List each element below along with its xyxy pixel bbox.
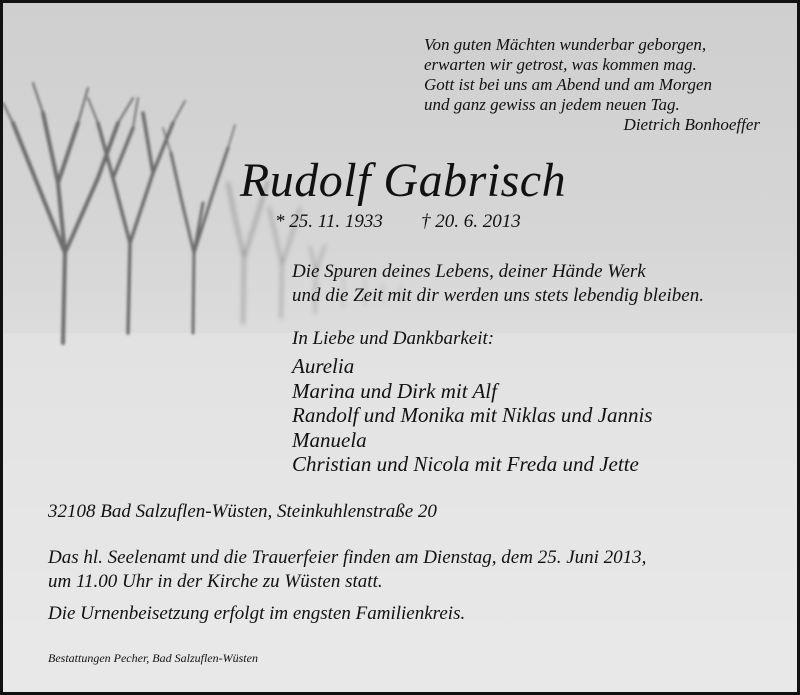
mourner-name: Marina und Dirk mit Alf [292,378,497,403]
mourner-name: Manuela [292,427,367,452]
verse-line: und die Zeit mit dir werden uns stets lebendig bleiben. [292,285,704,306]
quote-line: und ganz gewiss an jedem neuen Tag. [424,95,680,114]
quote-line: Von guten Mächten wunderbar geborgen, [424,35,707,54]
mourner-name: Christian und Nicola mit Freda und Jette [292,452,639,476]
service-line: um 11.00 Uhr in der Kirche zu Wüsten statt. [48,571,383,592]
undertaker-credit: Bestattungen Pecher, Bad Salzuflen-Wüsten [48,651,258,665]
urn-notice: Die Urnenbeisetzung erfolgt im engsten Familienkreis. [48,603,466,624]
service-line: Das hl. Seelenamt und die Trauerfeier finden am Dienstag, dem 25. Juni 2013, [48,547,647,568]
mourners-label: In Liebe und Dankbarkeit: [292,328,495,349]
memorial-verse [292,260,704,308]
quote-line: erwarten wir getrost, was kommen mag. [424,55,697,74]
mourner-name: Randolf und Monika mit Niklas und Jannis [292,403,653,427]
deceased-name: Rudolf Gabrisch [239,154,567,207]
quote-author: Dietrich Bonhoeffer [623,115,760,134]
verse-line: Die Spuren deines Lebens, deiner Hände Werk [292,261,646,282]
quote-line: Gott ist bei uns am Abend und am Morgen [424,75,713,94]
bonhoeffer-quote [424,35,712,115]
service-notice [48,546,646,594]
mourner-name: Aurelia [292,354,355,378]
death-date: † 20. 6. 2013 [421,211,521,232]
mourners-list [292,354,652,477]
family-address: 32108 Bad Salzuflen-Wüsten, Steinkuhlenstraße 20 [48,501,437,522]
birth-date: * 25. 11. 1933 [275,211,383,232]
